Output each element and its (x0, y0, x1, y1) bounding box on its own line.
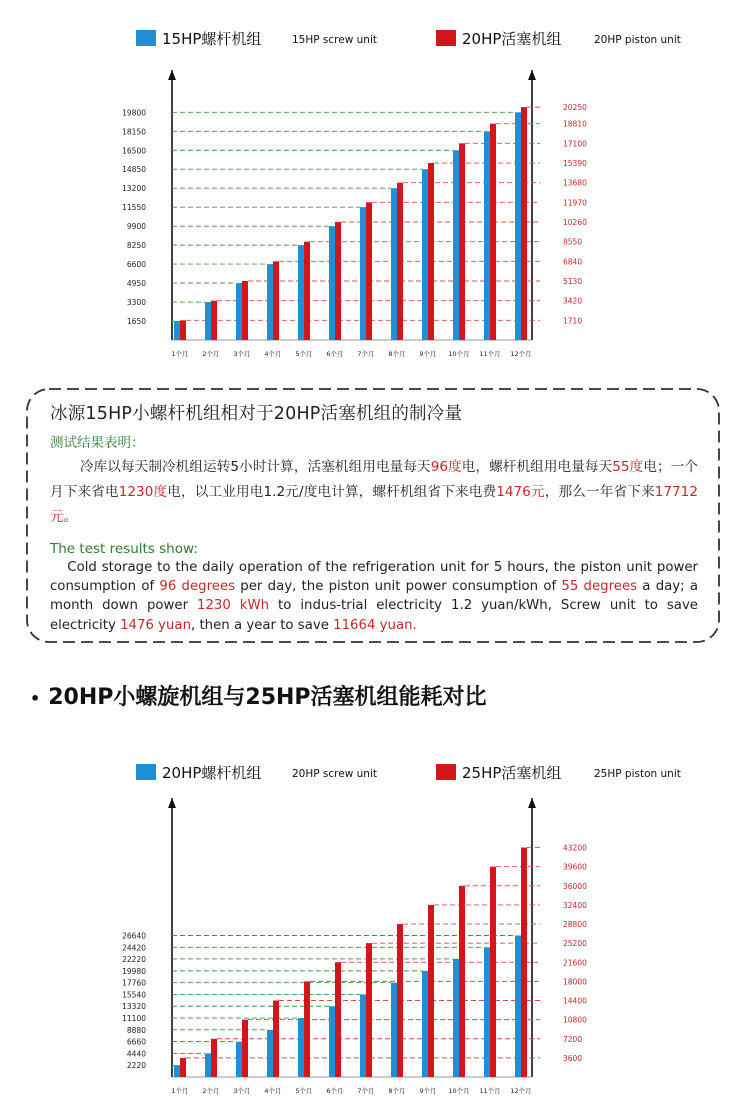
category-label: 7个月 (357, 1087, 375, 1095)
cn-results-paragraph (50, 455, 698, 530)
bar-series1 (174, 321, 180, 340)
right-tick-label: 32400 (563, 900, 587, 910)
left-tick-label: 2220 (126, 1061, 146, 1071)
cn-highlight: 55度 (612, 459, 644, 475)
bar-series1 (298, 245, 304, 340)
bar-series2 (304, 981, 310, 1077)
category-label: 8个月 (388, 350, 406, 358)
left-tick-label: 8880 (126, 1025, 146, 1035)
right-tick-label: 6840 (563, 257, 583, 267)
left-tick-label: 3300 (126, 298, 146, 308)
left-tick-label: 9900 (126, 222, 146, 232)
bullet-dot: • (30, 688, 41, 708)
legend-label-en-0: 20HP screw unit (292, 768, 377, 780)
cn-highlight: 96度 (430, 459, 462, 475)
left-tick-label: 13200 (122, 184, 146, 194)
category-label: 4个月 (264, 350, 282, 358)
right-tick-label: 39600 (563, 862, 587, 872)
category-label: 9个月 (419, 1087, 437, 1095)
legend (136, 764, 681, 782)
bar-series1 (422, 971, 428, 1077)
bar-series1 (391, 983, 397, 1077)
legend-label-en-1: 20HP piston unit (594, 34, 681, 46)
right-tick-label: 21600 (563, 958, 587, 968)
en-text: to indus-trial electricity 1.2 yuan/kWh, Screw unit to save electricity (50, 598, 698, 633)
bar-series2 (366, 202, 372, 340)
category-label: 11个月 (479, 1087, 501, 1095)
en-highlight: 55 degrees (561, 579, 638, 595)
right-tick-label: 13680 (563, 178, 587, 188)
left-tick-label: 17760 (122, 978, 146, 988)
category-label: 9个月 (419, 350, 437, 358)
bar-series2 (397, 183, 403, 340)
en-text: , then a year to save (191, 617, 334, 633)
bar-series1 (391, 188, 397, 340)
cn-highlight: 1476元 (496, 484, 545, 500)
category-label: 12个月 (510, 350, 532, 358)
bar-series1 (515, 112, 521, 340)
left-tick-label: 16500 (122, 146, 146, 156)
right-axis-arrow (528, 798, 536, 808)
bar-series2 (242, 281, 248, 340)
category-labels (171, 1086, 531, 1095)
bar-series2 (490, 124, 496, 340)
category-label: 5个月 (295, 1087, 313, 1095)
right-tick-label: 5130 (563, 277, 583, 287)
category-labels (171, 349, 531, 358)
en-results-heading: The test results show: (50, 541, 198, 557)
en-results-paragraph (50, 558, 698, 635)
left-tick-labels (122, 931, 146, 1070)
category-label: 8个月 (388, 1087, 406, 1095)
right-tick-label: 20250 (563, 103, 587, 113)
axes (168, 70, 536, 340)
right-tick-label: 8550 (563, 237, 583, 247)
legend-label-0: 20HP螺杆机组 (162, 764, 262, 782)
bar-series2 (521, 848, 527, 1077)
category-label: 2个月 (202, 350, 220, 358)
left-tick-label: 11550 (122, 203, 146, 213)
right-tick-labels (563, 103, 587, 325)
left-tick-label: 13320 (122, 1002, 146, 1012)
left-tick-label: 15540 (122, 990, 146, 1000)
cn-highlight: 1230度 (118, 484, 168, 500)
legend-label-1: 25HP活塞机组 (462, 764, 562, 782)
left-tick-labels (122, 108, 146, 326)
bar-series2 (521, 107, 527, 340)
bar-series1 (484, 131, 490, 340)
bar-series1 (484, 947, 490, 1077)
right-tick-label: 10260 (563, 218, 587, 228)
bar-series1 (360, 207, 366, 340)
bar-series2 (242, 1020, 248, 1077)
bar-series1 (174, 1065, 180, 1077)
en-text: a day; a month down power (50, 579, 699, 614)
cn-text: 。 (63, 509, 78, 525)
axes (168, 798, 536, 1077)
right-tick-label: 1710 (563, 316, 583, 326)
right-tick-label: 18810 (563, 119, 587, 129)
right-tick-label: 3600 (563, 1053, 583, 1063)
left-tick-label: 11100 (122, 1014, 146, 1024)
category-label: 10个月 (448, 350, 470, 358)
bar-series2 (459, 143, 465, 340)
en-text: Cold storage to the daily operation of the refrigeration unit for 5 hours, the piston unit power consumption of (50, 560, 698, 595)
cn-text: 冷库以每天制冷机组运转5小时计算，活塞机组用电量每天 (79, 459, 431, 475)
energy-chart-2 (0, 750, 750, 1110)
bar-series2 (180, 320, 186, 340)
category-label: 3个月 (233, 1087, 251, 1095)
legend (136, 30, 681, 48)
en-highlight: 1230 kWh (197, 598, 270, 614)
left-tick-label: 4950 (126, 279, 146, 289)
left-tick-label: 8250 (126, 241, 146, 251)
category-label: 3个月 (233, 350, 251, 358)
legend-swatch-0 (136, 30, 156, 46)
bar-series2 (273, 261, 279, 340)
category-label: 2个月 (202, 1087, 220, 1095)
right-tick-label: 7200 (563, 1034, 583, 1044)
bar-series1 (205, 302, 211, 340)
bar-series1 (329, 226, 335, 340)
bars (174, 107, 527, 340)
left-tick-label: 24420 (122, 943, 146, 953)
left-axis-arrow (168, 70, 176, 80)
right-tick-label: 18000 (563, 977, 587, 987)
section2-heading-text: 20HP小螺旋机组与25HP活塞机组能耗对比 (48, 685, 487, 710)
bar-series2 (335, 222, 341, 340)
bar-series1 (298, 1018, 304, 1077)
legend-swatch-1 (436, 764, 456, 780)
en-highlight: 11664 yuan. (333, 617, 417, 633)
category-label: 11个月 (479, 350, 501, 358)
bar-series2 (304, 242, 310, 340)
bar-series2 (459, 886, 465, 1077)
category-label: 1个月 (171, 350, 189, 358)
right-axis-arrow (528, 70, 536, 80)
right-tick-label: 28800 (563, 920, 587, 930)
box-title: 冰源15HP小螺杆机组相对于20HP活塞机组的制冷量 (50, 404, 463, 424)
legend-swatch-1 (436, 30, 456, 46)
en-highlight: 1476 yuan (120, 617, 192, 633)
bar-series2 (397, 924, 403, 1077)
left-axis-arrow (168, 798, 176, 808)
bar-series2 (428, 905, 434, 1077)
right-tick-label: 14400 (563, 996, 587, 1006)
right-tick-label: 17100 (563, 139, 587, 149)
left-tick-label: 4440 (126, 1049, 146, 1059)
left-tick-label: 26640 (122, 931, 146, 941)
left-tick-label: 14850 (122, 165, 146, 175)
bar-series2 (490, 867, 496, 1077)
left-tick-label: 6660 (126, 1037, 146, 1047)
bar-series2 (211, 301, 217, 340)
bar-series2 (335, 962, 341, 1077)
bar-series1 (236, 1042, 242, 1077)
bar-series2 (180, 1058, 186, 1077)
left-tick-label: 19800 (122, 108, 146, 118)
right-tick-label: 25200 (563, 939, 587, 949)
bar-series2 (273, 1001, 279, 1077)
legend-label-en-1: 25HP piston unit (594, 768, 681, 780)
bar-series1 (267, 1030, 273, 1077)
category-label: 12个月 (510, 1087, 532, 1095)
right-tick-label: 11970 (563, 198, 587, 208)
bar-series2 (211, 1039, 217, 1077)
bar-series1 (453, 959, 459, 1077)
bar-series2 (366, 943, 372, 1077)
legend-label-en-0: 15HP screw unit (292, 34, 377, 46)
right-tick-label: 15390 (563, 159, 587, 169)
cn-highlight: 17712元 (50, 484, 698, 525)
right-tick-labels (563, 844, 587, 1063)
cn-text: 电，以工业用电1.2元/度电计算，螺杆机组省下来电费 (167, 484, 497, 500)
bar-series1 (360, 994, 366, 1077)
category-label: 7个月 (357, 350, 375, 358)
cn-text: ，那么一年省下来 (544, 484, 655, 500)
cn-results-heading: 测试结果表明： (50, 435, 145, 451)
bar-series2 (428, 163, 434, 340)
cn-text: 电，螺杆机组用电量每天 (461, 459, 613, 475)
test-results-box (26, 388, 720, 643)
category-label: 4个月 (264, 1087, 282, 1095)
bar-series1 (236, 283, 242, 340)
energy-chart-1 (0, 0, 750, 375)
left-tick-label: 19980 (122, 966, 146, 976)
category-label: 5个月 (295, 350, 313, 358)
left-tick-label: 22220 (122, 954, 146, 964)
legend-label-1: 20HP活塞机组 (462, 30, 562, 48)
legend-swatch-0 (136, 764, 156, 780)
bar-series1 (267, 264, 273, 340)
left-tick-label: 18150 (122, 127, 146, 137)
bar-series1 (422, 169, 428, 340)
en-highlight: 96 degrees (159, 579, 236, 595)
bar-series1 (329, 1006, 335, 1077)
category-label: 6个月 (326, 1087, 344, 1095)
left-tick-label: 1650 (126, 317, 146, 327)
category-label: 1个月 (171, 1087, 189, 1095)
en-text: per day, the piston unit power consumption of (235, 579, 562, 595)
legend-label-0: 15HP螺杆机组 (162, 30, 262, 48)
bar-series1 (515, 935, 521, 1077)
cn-text: 电；一个月下来省电 (50, 459, 698, 500)
category-label: 10个月 (448, 1087, 470, 1095)
bar-series1 (205, 1053, 211, 1077)
section2-heading (30, 680, 487, 711)
right-tick-label: 43200 (563, 843, 587, 853)
bar-series1 (453, 150, 459, 340)
right-tick-label: 36000 (563, 881, 587, 891)
category-label: 6个月 (326, 350, 344, 358)
left-tick-label: 6600 (126, 260, 146, 270)
right-tick-label: 3420 (563, 296, 583, 306)
right-tick-label: 10800 (563, 1015, 587, 1025)
